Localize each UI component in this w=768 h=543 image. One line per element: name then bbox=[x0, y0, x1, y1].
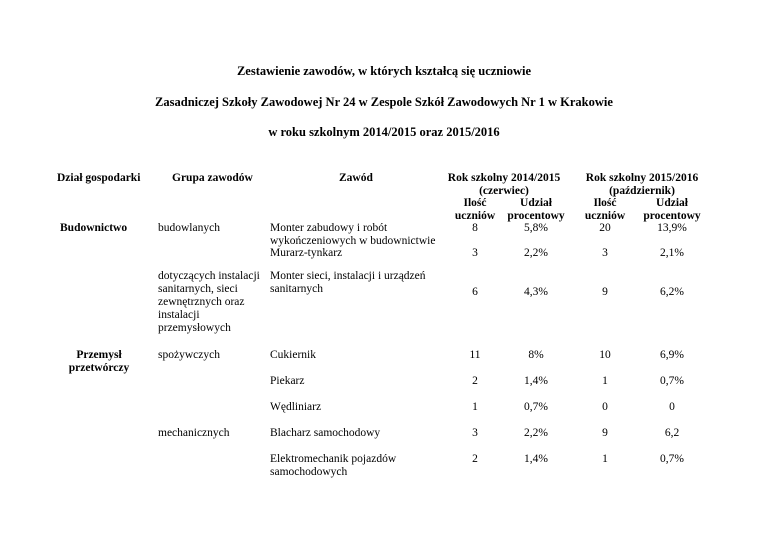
document-title-line-2: Zasadniczej Szkoły Zawodowej Nr 24 w Zespole Szkół Zawodowych Nr 1 w Krakowie bbox=[155, 95, 613, 109]
udzial-2014: 4,3% bbox=[524, 286, 548, 298]
ilosc-2015: 9 bbox=[602, 427, 608, 439]
ilosc-2014: 3 bbox=[472, 427, 478, 439]
header-ilosc-1: Ilość bbox=[463, 197, 487, 209]
header-udzial-1: Udział bbox=[520, 197, 552, 209]
header-grupa: Grupa zawodów bbox=[172, 172, 253, 184]
ilosc-2014: 2 bbox=[472, 375, 478, 387]
zawod-cell: Monter sieci, instalacji i urządzeń sanitarnych bbox=[270, 270, 426, 295]
grupa-spozywczych: spożywczych bbox=[158, 349, 220, 361]
header-procentowy-2: procentowy bbox=[643, 210, 701, 222]
header-year-2014: Rok szkolny 2014/2015 bbox=[447, 172, 561, 184]
header-dzial: Dział gospodarki bbox=[57, 172, 141, 184]
zawod-cell: Elektromechanik pojazdów samochodowych bbox=[270, 453, 397, 478]
header-year-2015-month: (październik) bbox=[609, 185, 675, 197]
ilosc-2014: 11 bbox=[469, 349, 481, 361]
header-year-2014-month: (czerwiec) bbox=[479, 185, 529, 197]
udzial-2015: 0,7% bbox=[660, 453, 684, 465]
udzial-2014: 1,4% bbox=[524, 375, 548, 387]
udzial-2014: 2,2% bbox=[524, 247, 548, 259]
grupa-budowlanych: budowlanych bbox=[158, 222, 220, 234]
ilosc-2014: 3 bbox=[472, 247, 478, 259]
udzial-2014: 5,8% bbox=[524, 222, 548, 234]
header-zawod: Zawód bbox=[339, 172, 373, 184]
zawod-cell: Blacharz samochodowy bbox=[270, 427, 381, 439]
ilosc-2015: 20 bbox=[599, 222, 611, 234]
zawod-cell: Monter zabudowy i robót wykończeniowych w budownictwie bbox=[270, 222, 436, 247]
udzial-2014: 2,2% bbox=[524, 427, 548, 439]
zawod-cell: Cukiernik bbox=[270, 349, 316, 361]
ilosc-2015: 10 bbox=[599, 349, 611, 361]
ilosc-2014: 6 bbox=[472, 286, 478, 298]
dzial-budownictwo: Budownictwo bbox=[60, 222, 128, 234]
zawod-cell: Murarz-tynkarz bbox=[270, 247, 343, 259]
ilosc-2014: 2 bbox=[472, 453, 478, 465]
header-divider bbox=[50, 165, 712, 166]
header-udzial-2: Udział bbox=[656, 197, 688, 209]
header-uczniow-1: uczniów bbox=[454, 210, 496, 222]
udzial-2015: 0 bbox=[669, 401, 675, 413]
document-title-line-3: w roku szkolnym 2014/2015 oraz 2015/2016 bbox=[268, 125, 500, 139]
udzial-2015: 6,2% bbox=[660, 286, 684, 298]
udzial-2014: 1,4% bbox=[524, 453, 548, 465]
header-uczniow-2: uczniów bbox=[584, 210, 626, 222]
ilosc-2015: 0 bbox=[602, 401, 608, 413]
dzial-przemysl: Przemysł przetwórczy bbox=[68, 349, 130, 374]
ilosc-2014: 1 bbox=[472, 401, 478, 413]
udzial-2015: 13,9% bbox=[657, 222, 687, 234]
grupa-instalacji: dotyczących instalacji sanitarnych, sieci zewnętrznych oraz instalacji przemysłowych bbox=[158, 270, 260, 334]
udzial-2014: 0,7% bbox=[524, 401, 548, 413]
document-title-line-1: Zestawienie zawodów, w których kształcą się uczniowie bbox=[236, 64, 532, 78]
header-procentowy-1: procentowy bbox=[507, 210, 565, 222]
zawod-cell: Piekarz bbox=[270, 375, 305, 387]
udzial-2015: 6,2 bbox=[664, 427, 680, 439]
ilosc-2015: 1 bbox=[602, 453, 608, 465]
udzial-2014: 8% bbox=[528, 349, 544, 361]
udzial-2015: 2,1% bbox=[660, 247, 684, 259]
ilosc-2014: 8 bbox=[472, 222, 478, 234]
ilosc-2015: 9 bbox=[602, 286, 608, 298]
grupa-mechanicznych: mechanicznych bbox=[158, 427, 230, 439]
ilosc-2015: 3 bbox=[602, 247, 608, 259]
udzial-2015: 0,7% bbox=[660, 375, 684, 387]
header-ilosc-2: Ilość bbox=[593, 197, 617, 209]
ilosc-2015: 1 bbox=[602, 375, 608, 387]
udzial-2015: 6,9% bbox=[660, 349, 684, 361]
header-year-2015: Rok szkolny 2015/2016 bbox=[585, 172, 699, 184]
zawod-cell: Wędliniarz bbox=[270, 401, 322, 413]
